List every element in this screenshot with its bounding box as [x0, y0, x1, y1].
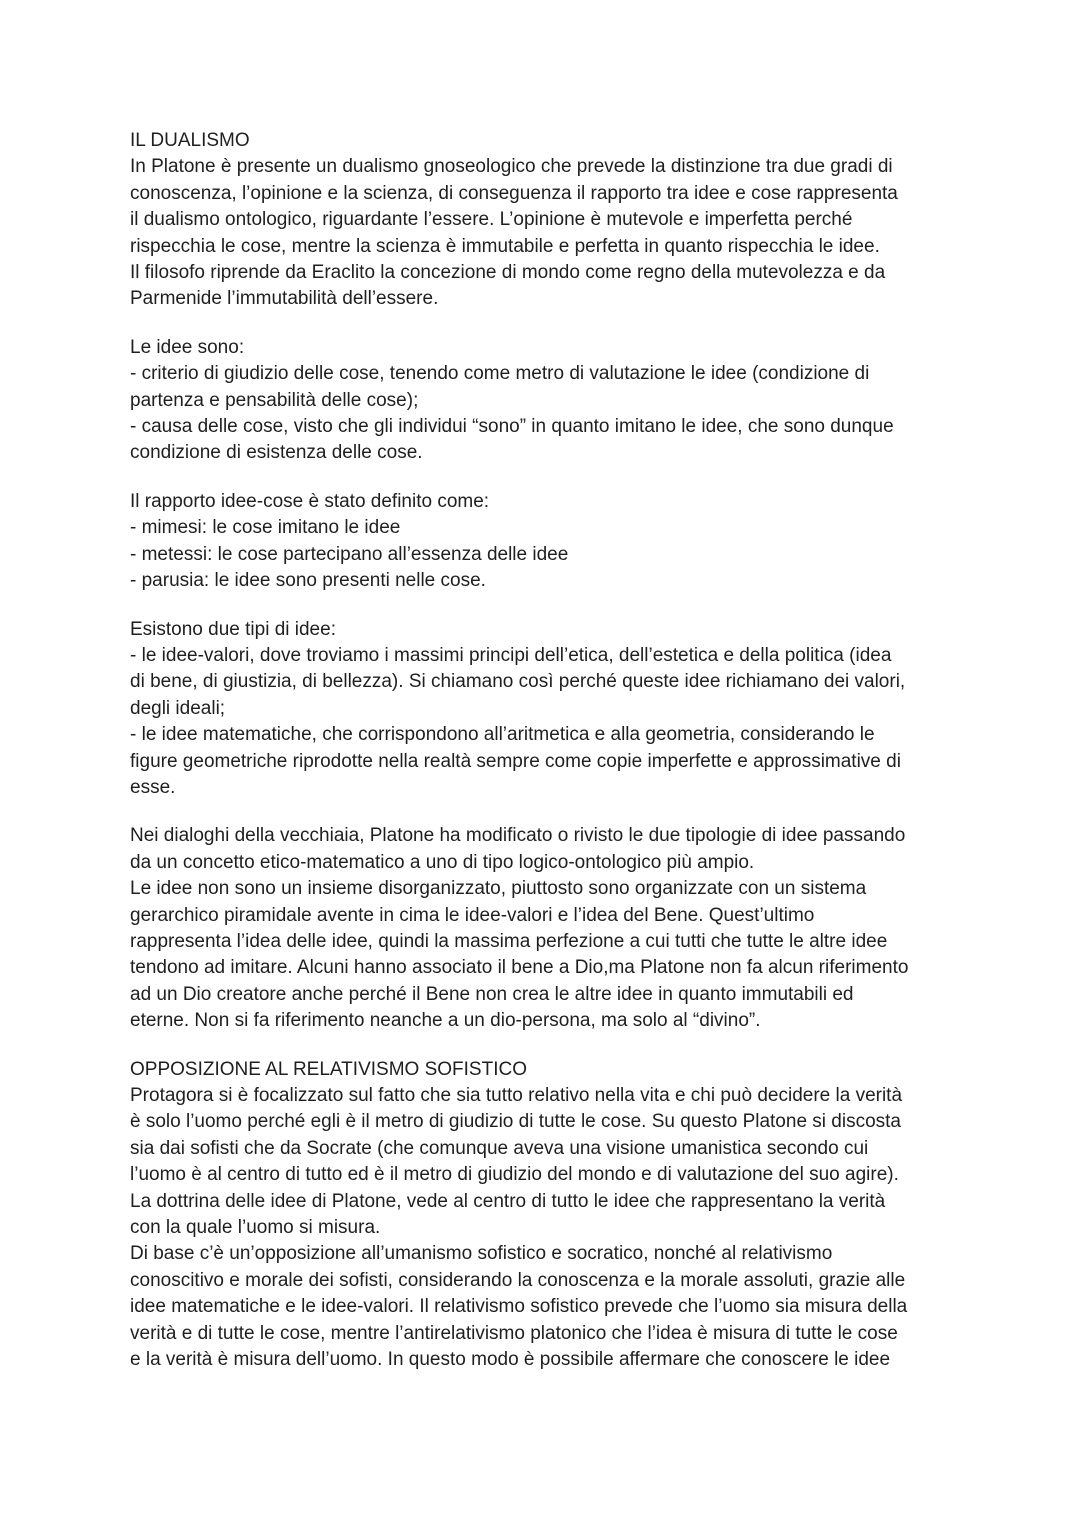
list-item-line: figure geometriche riprodotte nella realtà sempre come copie imperfette e approssimative di [130, 750, 901, 772]
paragraph-line: è solo l’uomo perché egli è il metro di giudizio di tutte le cose. Su questo Platone si discosta [130, 1111, 901, 1133]
list-intro: Le idee sono: [130, 336, 245, 358]
list-intro: Esistono due tipi di idee: [130, 618, 336, 640]
section-tipi-di-idee [130, 617, 960, 802]
section-idee-sono [130, 335, 960, 467]
paragraph-line: Nei dialoghi della vecchiaia, Platone ha modificato o rivisto le due tipologie di idee passando [130, 825, 906, 847]
paragraph-line: ad un Dio creatore anche perché il Bene non crea le altre idee in quanto immutabili ed [130, 983, 854, 1005]
list-item-line: - le idee matematiche, che corrispondono all’aritmetica e alla geometria, considerando le [130, 724, 875, 746]
paragraph-line: conoscitivo e morale dei sofisti, considerando la conoscenza e la morale assoluti, grazie alle [130, 1269, 906, 1291]
list-item-line: di bene, di giustizia, di bellezza). Si chiamano così perché queste idee richiamano dei valori, [130, 671, 906, 693]
paragraph-line: da un concetto etico-matematico a uno di tipo logico-ontologico più ampio. [130, 851, 755, 873]
heading-dualismo: IL DUALISMO [130, 130, 250, 151]
list-item-line: condizione di esistenza delle cose. [130, 442, 423, 464]
paragraph-line: verità e di tutte le cose, mentre l’antirelativismo platonico che l’idea è misura di tutte le cose [130, 1322, 898, 1344]
paragraph-line: Il filosofo riprende da Eraclito la concezione di mondo come regno della mutevolezza e da [130, 262, 886, 284]
list-item-line: - causa delle cose, visto che gli individui “sono” in quanto imitano le idee, che sono dunque [130, 416, 894, 438]
paragraph-line: In Platone è presente un dualismo gnoseologico che prevede la distinzione tra due gradi di [130, 156, 893, 178]
paragraph-line: Le idee non sono un insieme disorganizzato, piuttosto sono organizzate con un sistema [130, 878, 867, 900]
paragraph-line: Di base c’è un’opposizione all’umanismo sofistico e socratico, nonché al relativismo [130, 1243, 833, 1265]
paragraph-line: l’uomo è al centro di tutto ed è il metro di giudizio del mondo e di valutazione del suo agire). [130, 1164, 899, 1186]
document-page [130, 128, 960, 1395]
list-intro: Il rapporto idee-cose è stato definito come: [130, 490, 490, 512]
paragraph-line: il dualismo ontologico, riguardante l’essere. L’opinione è mutevole e imperfetta perché [130, 209, 853, 231]
list-item-line: - metessi: le cose partecipano all’essenza delle idee [130, 543, 569, 565]
section-relativismo-sofistico [130, 1057, 960, 1374]
heading-relativismo: OPPOSIZIONE AL RELATIVISMO SOFISTICO [130, 1058, 527, 1080]
section-dialoghi-vecchiaia [130, 823, 960, 1034]
section-dualismo [130, 128, 960, 313]
list-item-line: esse. [130, 776, 176, 798]
paragraph-line: tendono ad imitare. Alcuni hanno associato il bene a Dio,ma Platone non fa alcun riferimento [130, 957, 909, 979]
paragraph-line: La dottrina delle idee di Platone, vede al centro di tutto le idee che rappresentano la verità [130, 1190, 886, 1212]
paragraph-line: sia dai sofisti che da Socrate (che comunque aveva una visione umanistica secondo cui [130, 1137, 869, 1159]
paragraph-line: Protagora si è focalizzato sul fatto che sia tutto relativo nella vita e chi può decidere la verità [130, 1085, 903, 1106]
section-rapporto-idee-cose [130, 489, 960, 595]
paragraph-line: idee matematiche e le idee-valori. Il relativismo sofistico prevede che l’uomo sia misura della [130, 1296, 908, 1318]
paragraph-line: Parmenide l’immutabilità dell’essere. [130, 288, 439, 310]
list-item-line: - le idee-valori, dove troviamo i massimi principi dell’etica, dell’estetica e della politica (idea [130, 644, 892, 666]
paragraph-line: e la verità è misura dell’uomo. In questo modo è possibile affermare che conoscere le idee [130, 1349, 891, 1371]
paragraph-line: gerarchico piramidale avente in cima le idee-valori e l’idea del Bene. Quest’ultimo [130, 904, 815, 926]
paragraph-line: rispecchia le cose, mentre la scienza è immutabile e perfetta in quanto rispecchia le idee. [130, 235, 880, 257]
list-item-line: degli ideali; [130, 697, 226, 719]
list-item-line: - mimesi: le cose imitano le idee [130, 517, 401, 539]
list-item-line: - parusia: le idee sono presenti nelle cose. [130, 570, 486, 592]
list-item-line: - criterio di giudizio delle cose, tenendo come metro di valutazione le idee (condizione di [130, 363, 870, 385]
paragraph-line: conoscenza, l’opinione e la scienza, di conseguenza il rapporto tra idee e cose rappresenta [130, 182, 898, 204]
paragraph-line: rappresenta l’idea delle idee, quindi la massima perfezione a cui tutti che tutte le altre idee [130, 930, 888, 952]
paragraph-line: con la quale l’uomo si misura. [130, 1217, 381, 1239]
paragraph-line: eterne. Non si fa riferimento neanche a un dio-persona, ma solo al “divino”. [130, 1010, 761, 1032]
list-item-line: partenza e pensabilità delle cose); [130, 389, 419, 411]
